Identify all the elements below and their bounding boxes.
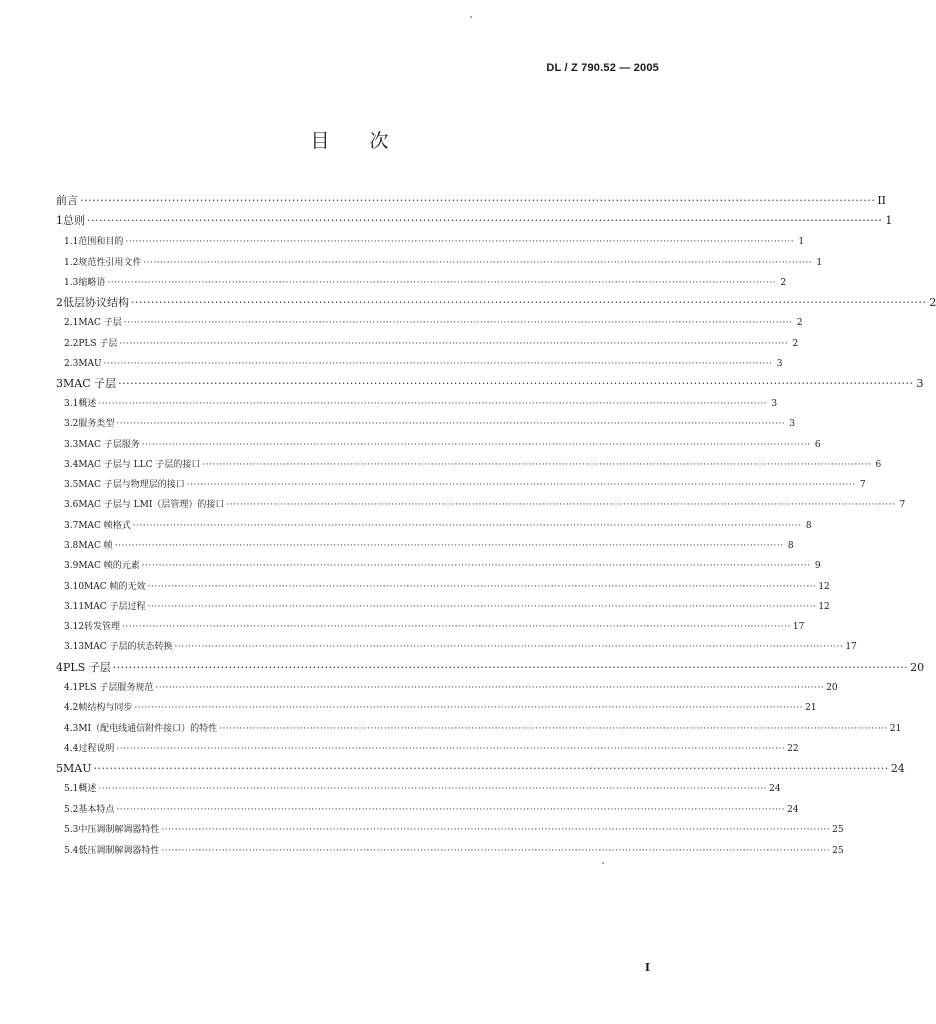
toc-leader-dots: ······································································································································································································· — [147, 582, 817, 592]
toc-entry[interactable] — [64, 552, 821, 572]
toc-entry-page: 6 — [875, 460, 882, 470]
toc-entry-page: 7 — [899, 500, 906, 510]
toc-entry-page: 24 — [787, 805, 799, 815]
toc-leader-dots: ······································································································································································································· — [131, 296, 927, 309]
toc-entry-label: 范围和目的 — [78, 237, 124, 247]
toc-leader-dots: ······································································································································································································· — [98, 399, 768, 409]
toc-entry-page: 25 — [832, 825, 844, 835]
toc-entry-label: MAC 子层服务 — [78, 440, 140, 450]
toc-entry-label: 中压调制解调器特性 — [78, 825, 160, 835]
toc-entry-number: 4.3 — [64, 724, 79, 734]
toc-entry-page: 1 — [798, 237, 805, 247]
toc-leader-dots: ······································································································································································································· — [98, 784, 768, 794]
toc-entry[interactable] — [56, 187, 887, 207]
toc-entry-page: 24 — [769, 784, 781, 794]
toc-entry-page: 3 — [776, 359, 783, 369]
toc-entry-number: 5.4 — [64, 846, 79, 856]
toc-leader-dots: ······································································································································································································· — [226, 500, 896, 510]
toc-entry-page: 17 — [792, 622, 805, 632]
toc-leader-dots: ······································································································································································································· — [132, 521, 802, 531]
toc-entry-page: 8 — [805, 521, 812, 531]
toc-entry-label: 缩略语 — [78, 278, 106, 288]
toc-entry-page: 21 — [805, 703, 817, 713]
toc-entry-label: 概述 — [78, 784, 97, 794]
toc-entry-number: 2 — [56, 296, 63, 309]
toc-leader-dots: ······································································································································································································· — [143, 258, 813, 268]
toc-entry[interactable] — [64, 796, 799, 816]
toc-entry-page: II — [877, 194, 887, 207]
toc-entry-label: MAC 子层与 LLC 子层的接口 — [78, 460, 201, 470]
toc-leader-dots: ······································································································································································································· — [114, 541, 784, 551]
toc-entry-label: PLS 子层 — [78, 339, 118, 349]
toc-entry-label: PLS 子层服务规范 — [78, 683, 154, 693]
toc-entry-label: MAU — [78, 359, 102, 369]
toc-leader-dots: ······································································································································································································· — [122, 622, 791, 632]
toc-entry-number: 1.3 — [64, 278, 79, 288]
toc-entry-number: 2.1 — [64, 318, 79, 328]
toc-leader-dots: ······································································································································································································· — [161, 846, 831, 856]
toc-entry-number: 5.3 — [64, 825, 79, 835]
toc-entry[interactable] — [64, 350, 783, 370]
toc-leader-dots: ······································································································································································································· — [155, 683, 825, 693]
toc-leader-dots: ······································································································································································································· — [134, 703, 804, 713]
toc-entry[interactable] — [56, 207, 893, 227]
toc-leader-dots: ······································································································································································································· — [174, 642, 844, 652]
toc-entry-label: 基本特点 — [78, 805, 115, 815]
toc-entry-number: 3.8 — [64, 541, 79, 551]
toc-leader-dots: ······································································································································································································· — [116, 805, 786, 815]
toc-leader-dots: ······································································································································································································· — [116, 744, 786, 754]
toc-entry-label: MAC 帧的无效 — [84, 582, 146, 592]
toc-entry-page: 2 — [792, 339, 799, 349]
toc-entry[interactable] — [64, 390, 778, 410]
toc-entry-page: 3 — [916, 377, 924, 390]
toc-entry[interactable] — [64, 532, 794, 552]
toc-entry-number: 3.7 — [64, 521, 79, 531]
toc-entry-page: 7 — [859, 480, 866, 490]
toc-entry[interactable] — [64, 410, 796, 430]
toc-entry[interactable] — [56, 654, 925, 674]
toc-entry-label: 服务类型 — [78, 419, 115, 429]
toc-entry-label: 过程说明 — [78, 744, 115, 754]
toc-entry[interactable] — [64, 269, 787, 289]
toc-entry-label: MAC 子层的状态转换 — [84, 642, 173, 652]
toc-leader-dots: ······································································································································································································· — [141, 440, 811, 450]
toc-entry-number: 3.3 — [64, 440, 79, 450]
toc-entry[interactable] — [56, 289, 936, 309]
toc-entry[interactable] — [64, 512, 812, 532]
toc-entry[interactable] — [64, 431, 821, 451]
toc-entry-number: 1 — [56, 214, 63, 227]
toc-leader-dots: ······································································································································································································· — [87, 214, 883, 227]
toc-entry-label: MAC 子层 — [63, 377, 117, 390]
toc-entry-page: 12 — [818, 582, 830, 592]
toc-entry-page: 9 — [814, 561, 821, 571]
toc-entry-page: 6 — [814, 440, 821, 450]
toc-entry-page: 12 — [818, 602, 830, 612]
toc-entry-label: MAC 子层与物理层的接口 — [78, 480, 185, 490]
toc-entry-number: 2.3 — [64, 359, 79, 369]
page-number: I — [644, 961, 650, 974]
toc-leader-dots: ······································································································································································································· — [118, 377, 914, 390]
toc-entry-number: 1.2 — [64, 258, 79, 268]
toc-entry-label: MAU — [63, 762, 92, 775]
toc-entry-label: MAC 子层 — [78, 318, 122, 328]
toc-entry-number: 3.10 — [64, 582, 85, 592]
toc-entry-label: MI（配电线通信附件接口）的特性 — [78, 724, 218, 734]
toc-leader-dots: ······································································································································································································· — [141, 561, 811, 571]
toc-entry[interactable] — [64, 228, 805, 248]
toc-entry-label: 前言 — [56, 194, 78, 207]
toc-entry-label: 低层协议结构 — [63, 296, 129, 309]
toc-entry-number: 5.1 — [64, 784, 79, 794]
toc-entry[interactable] — [64, 249, 823, 269]
toc-entry-page: 17 — [845, 642, 857, 652]
toc-entry[interactable] — [64, 451, 882, 471]
toc-entry-label: 转发管理 — [84, 622, 121, 632]
toc-entry[interactable] — [64, 471, 866, 491]
toc-entry[interactable] — [64, 837, 844, 857]
toc-entry-page: 8 — [787, 541, 794, 551]
toc-entry-label: 帧结构与同步 — [78, 703, 133, 713]
page-title — [0, 126, 699, 153]
toc-entry-label: MAC 帧的元素 — [78, 561, 140, 571]
scan-speck — [602, 862, 604, 864]
toc-entry-page: 3 — [771, 399, 778, 409]
toc-entry-number: 3.4 — [64, 460, 79, 470]
toc-leader-dots: ······································································································································································································· — [123, 318, 793, 328]
toc-entry-number: 5.2 — [64, 805, 79, 815]
toc-entry-number: 3.6 — [64, 500, 79, 510]
toc-entry-number: 5 — [56, 762, 63, 775]
toc-entry-label: 规范性引用文件 — [78, 258, 142, 268]
toc-entry-label: PLS 子层 — [63, 661, 111, 674]
toc-entry-label: 概述 — [78, 399, 97, 409]
toc-entry[interactable] — [64, 816, 844, 836]
toc-entry-number: 2.2 — [64, 339, 79, 349]
toc-entry-page: 22 — [787, 744, 799, 754]
document-code-header: DL / Z 790.52 — 2005 — [546, 62, 659, 74]
toc-entry[interactable] — [64, 613, 805, 633]
toc-entry[interactable] — [64, 715, 902, 735]
toc-entry-number: 3.12 — [64, 622, 85, 632]
toc-leader-dots: ······································································································································································································· — [125, 237, 795, 247]
toc-entry[interactable] — [64, 735, 799, 755]
toc-entry-label: 低压调制解调器特性 — [78, 846, 160, 856]
toc-entry-number: 4.1 — [64, 683, 79, 693]
toc-entry-page: 1 — [885, 214, 893, 227]
toc-entry-number: 3 — [56, 377, 63, 390]
toc-entry[interactable] — [64, 694, 817, 714]
toc-entry-page: 3 — [789, 419, 796, 429]
toc-entry-number: 3.13 — [64, 642, 85, 652]
toc-leader-dots: ······································································································································································································· — [119, 339, 789, 349]
toc-entry[interactable] — [64, 674, 838, 694]
toc-leader-dots: ······································································································································································································· — [186, 480, 856, 490]
toc-entry-page: 25 — [832, 846, 844, 856]
toc-leader-dots: ······································································································································································································· — [103, 359, 773, 369]
toc-entry-number: 3.11 — [64, 602, 85, 612]
toc-leader-dots: ······································································································································································································· — [93, 762, 889, 775]
toc-entry-number: 4 — [56, 661, 63, 674]
toc-entry[interactable] — [56, 370, 924, 390]
title-char-2: 次 — [369, 130, 389, 152]
toc-entry-page: 2 — [929, 296, 936, 309]
toc-entry-label: MAC 帧 — [78, 541, 113, 551]
toc-entry-number: 4.4 — [64, 744, 79, 754]
toc-entry-number: 3.1 — [64, 399, 79, 409]
toc-leader-dots: ······································································································································································································· — [116, 419, 786, 429]
toc-leader-dots: ······································································································································································································· — [202, 460, 872, 470]
scan-speck — [470, 16, 472, 18]
toc-entry-page: 24 — [890, 762, 905, 775]
toc-entry-number: 4.2 — [64, 703, 79, 713]
toc-entry-number: 3.2 — [64, 419, 79, 429]
toc-leader-dots: ······································································································································································································· — [147, 602, 817, 612]
toc-leader-dots: ······································································································································································································· — [80, 194, 876, 207]
toc-entry[interactable] — [64, 775, 781, 795]
toc-entry[interactable] — [64, 330, 799, 350]
toc-entry-label: MAC 子层过程 — [84, 602, 146, 612]
toc-entry-page: 1 — [816, 258, 823, 268]
toc-entry-page: 20 — [910, 661, 925, 674]
toc-entry-number: 3.5 — [64, 480, 79, 490]
toc-entry[interactable] — [64, 593, 830, 613]
toc-entry-page: 2 — [796, 318, 803, 328]
toc-entry[interactable] — [64, 491, 906, 511]
toc-entry-page: 2 — [780, 278, 787, 288]
toc-leader-dots: ······································································································································································································· — [112, 661, 909, 674]
toc-entry-page: 20 — [826, 683, 838, 693]
toc-entry-number: 3.9 — [64, 561, 79, 571]
toc-entry[interactable] — [64, 573, 830, 593]
toc-entry[interactable] — [56, 755, 905, 775]
toc-entry[interactable] — [64, 633, 857, 653]
title-char-1: 目 — [310, 130, 330, 152]
toc-entry[interactable] — [64, 309, 803, 329]
toc-entry-page: 21 — [889, 724, 902, 734]
toc-leader-dots: ······································································································································································································· — [107, 278, 777, 288]
toc-leader-dots: ······································································································································································································· — [161, 825, 831, 835]
toc-entry-label: MAC 子层与 LMI（层管理）的接口 — [78, 500, 225, 510]
toc-leader-dots: ······································································································································································································· — [219, 724, 888, 734]
toc-entry-label: MAC 帧格式 — [78, 521, 131, 531]
toc-entry-number: 1.1 — [64, 237, 79, 247]
toc-entry-label: 总则 — [63, 214, 85, 227]
